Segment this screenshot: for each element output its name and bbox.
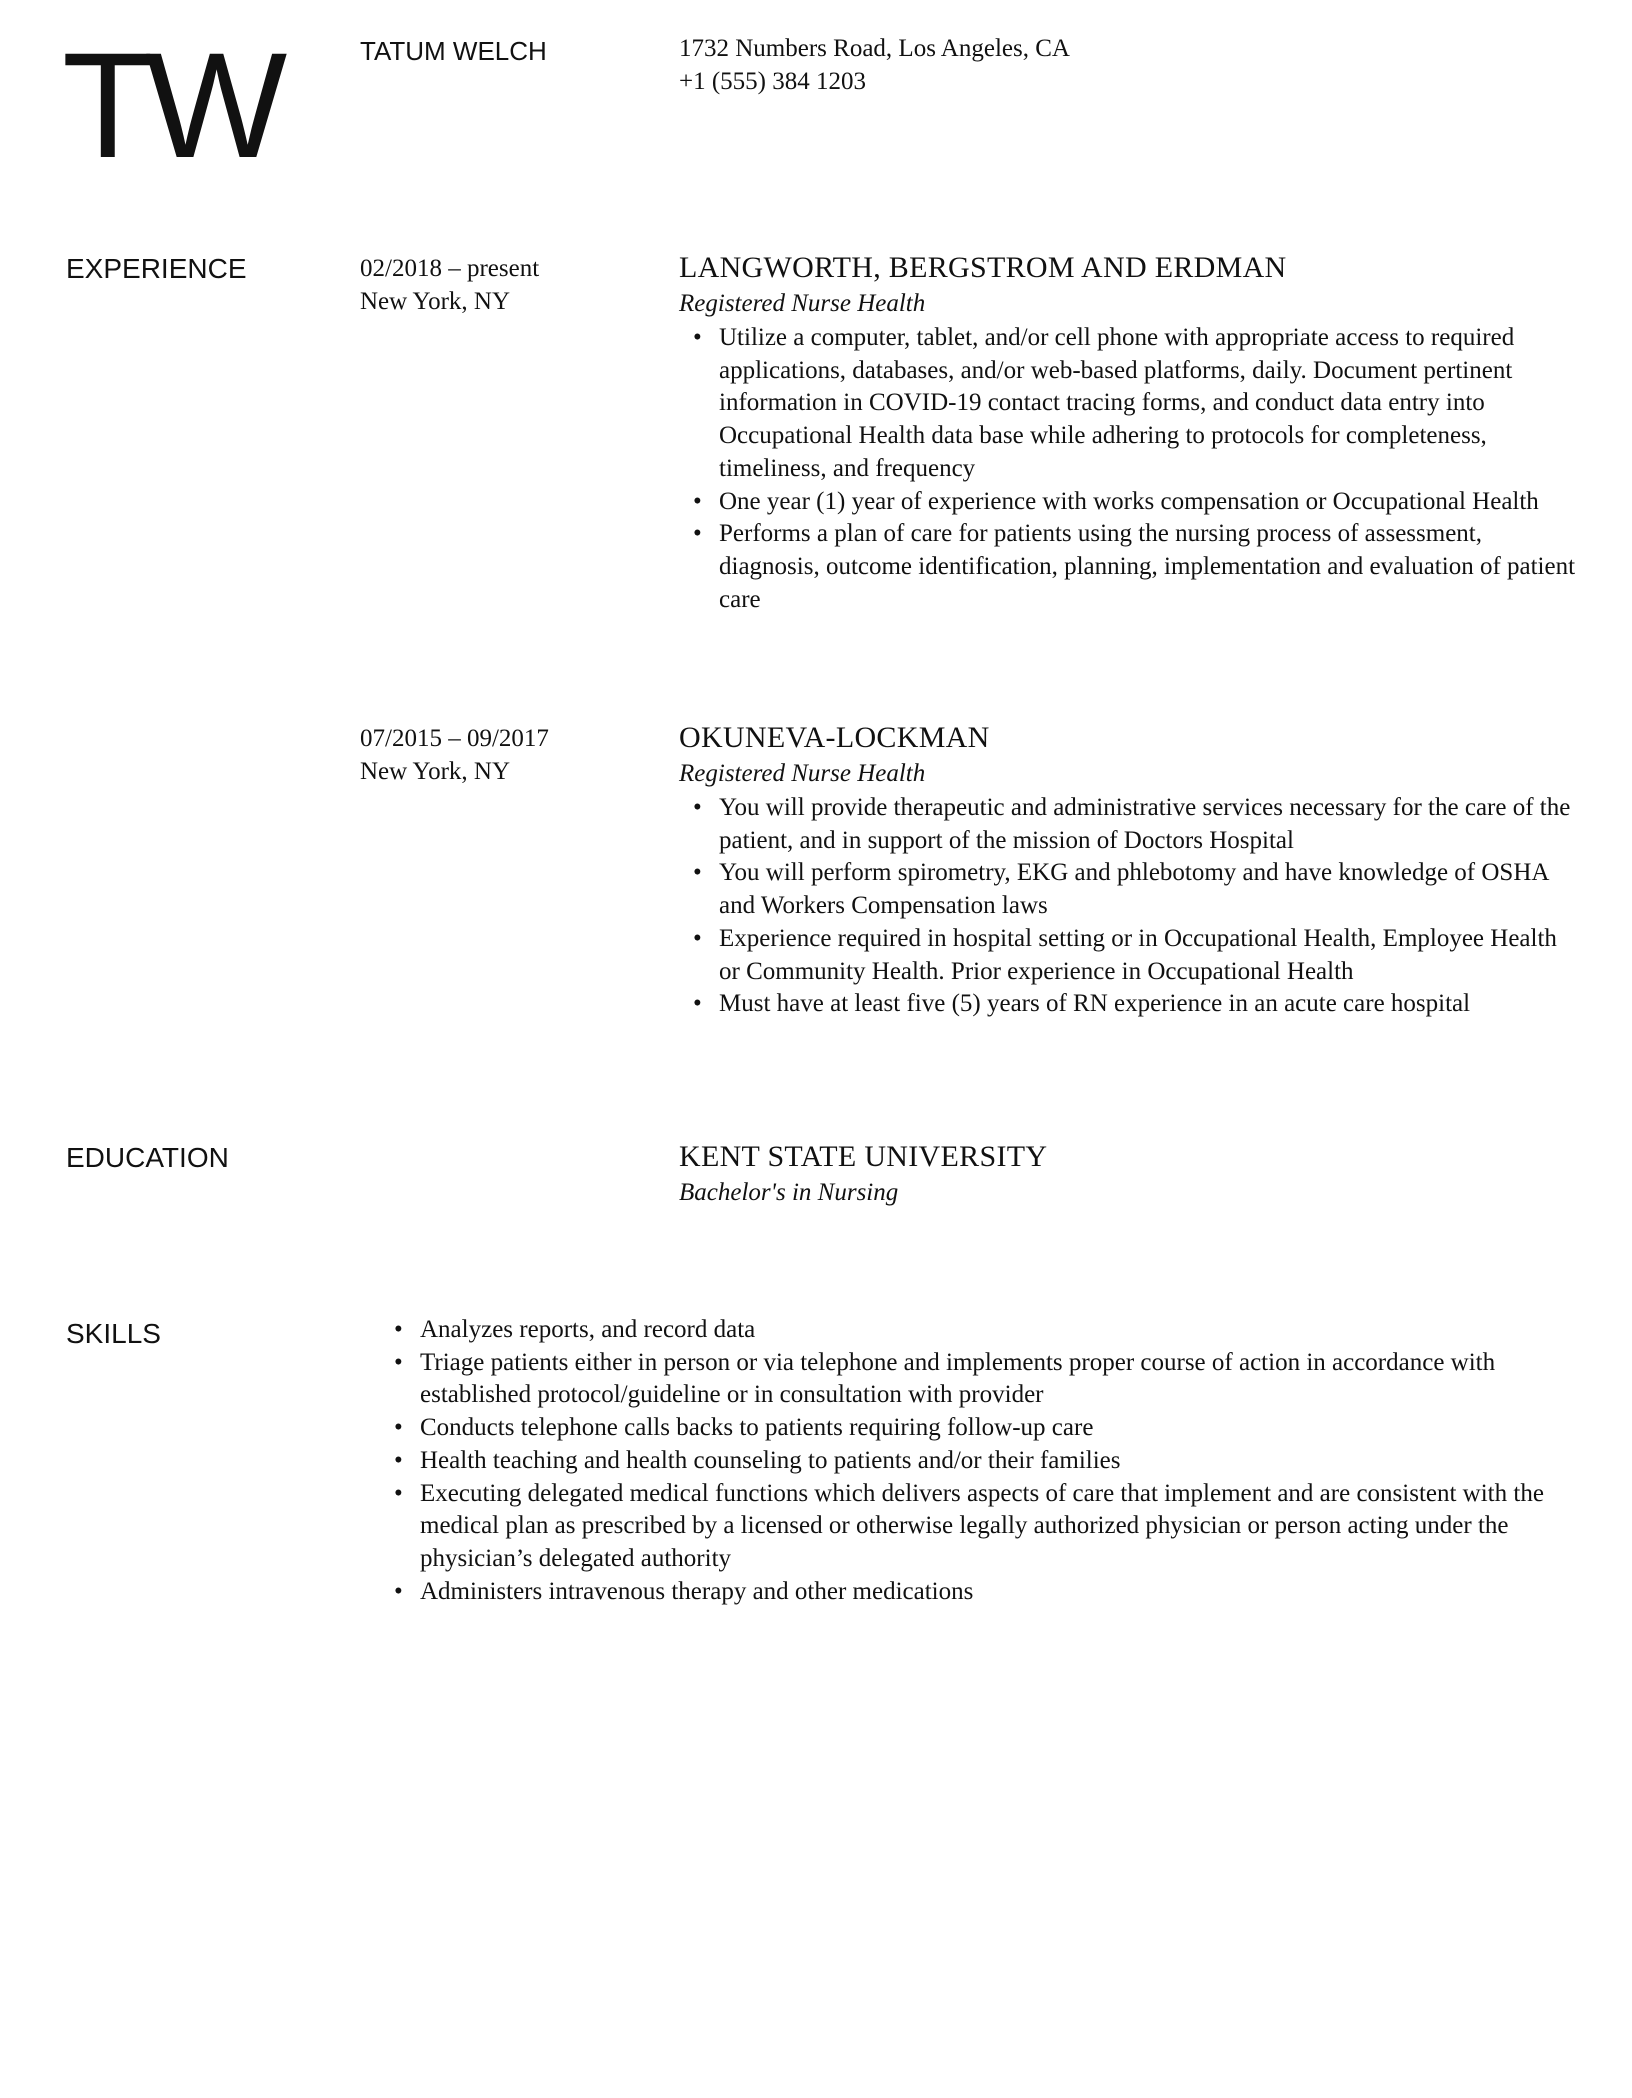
- job-role: Registered Nurse Health: [679, 290, 926, 317]
- skills-list: [380, 1314, 1560, 1608]
- job-location: New York, NY: [360, 758, 511, 785]
- phone: +1 (555) 384 1203: [679, 68, 866, 95]
- bullet: • You will perform spirometry, EKG and phlebotomy and have knowledge of OSHA and Workers Compensation laws: [679, 857, 1579, 922]
- monogram: TW: [62, 21, 280, 189]
- section-skills: SKILLS: [66, 1318, 161, 1349]
- skill-item: • Triage patients either in person or via telephone and implements proper course of action in accordance with established protocol/guideline or in consultation with provider: [380, 1347, 1560, 1412]
- bullet: • You will provide therapeutic and administrative services necessary for the care of the patient, and in support of the mission of Doctors Hospital: [679, 792, 1579, 857]
- section-experience: EXPERIENCE: [66, 253, 247, 284]
- job-dates: 02/2018 – present: [360, 255, 540, 282]
- job-bullets: [679, 792, 1579, 1021]
- job-entry: [679, 250, 1579, 616]
- job-bullets: [679, 322, 1579, 616]
- job-role: Registered Nurse Health: [679, 760, 926, 787]
- bullet: • Must have at least five (5) years of RN experience in an acute care hospital: [679, 988, 1579, 1021]
- education-entry: [679, 1139, 1579, 1211]
- bullet: • Experience required in hospital setting or in Occupational Health, Employee Health or Community Health. Prior experience in Occupational Health: [679, 923, 1579, 988]
- candidate-name: TATUM WELCH: [360, 36, 547, 66]
- job-location: New York, NY: [360, 288, 511, 315]
- job-dates: 07/2015 – 09/2017: [360, 725, 549, 752]
- section-education: EDUCATION: [66, 1142, 229, 1173]
- bullet: • One year (1) year of experience with works compensation or Occupational Health: [679, 486, 1579, 519]
- skill-item: • Executing delegated medical functions which delivers aspects of care that implement and are consistent with the medical plan as prescribed by a licensed or otherwise legally authorized physician or person acting under the physician’s delegated authority: [380, 1478, 1560, 1576]
- degree: Bachelor's in Nursing: [679, 1179, 899, 1206]
- job-meta: [360, 722, 549, 788]
- bullet: • Utilize a computer, tablet, and/or cell phone with appropriate access to required applications, databases, and/or web-based platforms, daily. Document pertinent information in COVID-19 contact tracing forms, and conduct data entry into Occupational Health data base while adhering to protocols for completeness, timeliness, and frequency: [679, 322, 1579, 486]
- job-entry: [679, 720, 1579, 1021]
- job-meta: [360, 252, 539, 318]
- contact-info: [679, 32, 1070, 98]
- school-name: KENT STATE UNIVERSITY: [679, 1140, 1048, 1173]
- skill-item: • Conducts telephone calls backs to patients requiring follow-up care: [380, 1412, 1560, 1445]
- skill-item: • Health teaching and health counseling to patients and/or their families: [380, 1445, 1560, 1478]
- address: 1732 Numbers Road, Los Angeles, CA: [679, 35, 1070, 62]
- company-name: OKUNEVA-LOCKMAN: [679, 721, 990, 754]
- skill-item: • Administers intravenous therapy and other medications: [380, 1576, 1560, 1609]
- skill-item: • Analyzes reports, and record data: [380, 1314, 1560, 1347]
- company-name: LANGWORTH, BERGSTROM AND ERDMAN: [679, 251, 1287, 284]
- bullet: • Performs a plan of care for patients using the nursing process of assessment, diagnosis, outcome identification, planning, implementation and evaluation of patient care: [679, 518, 1579, 616]
